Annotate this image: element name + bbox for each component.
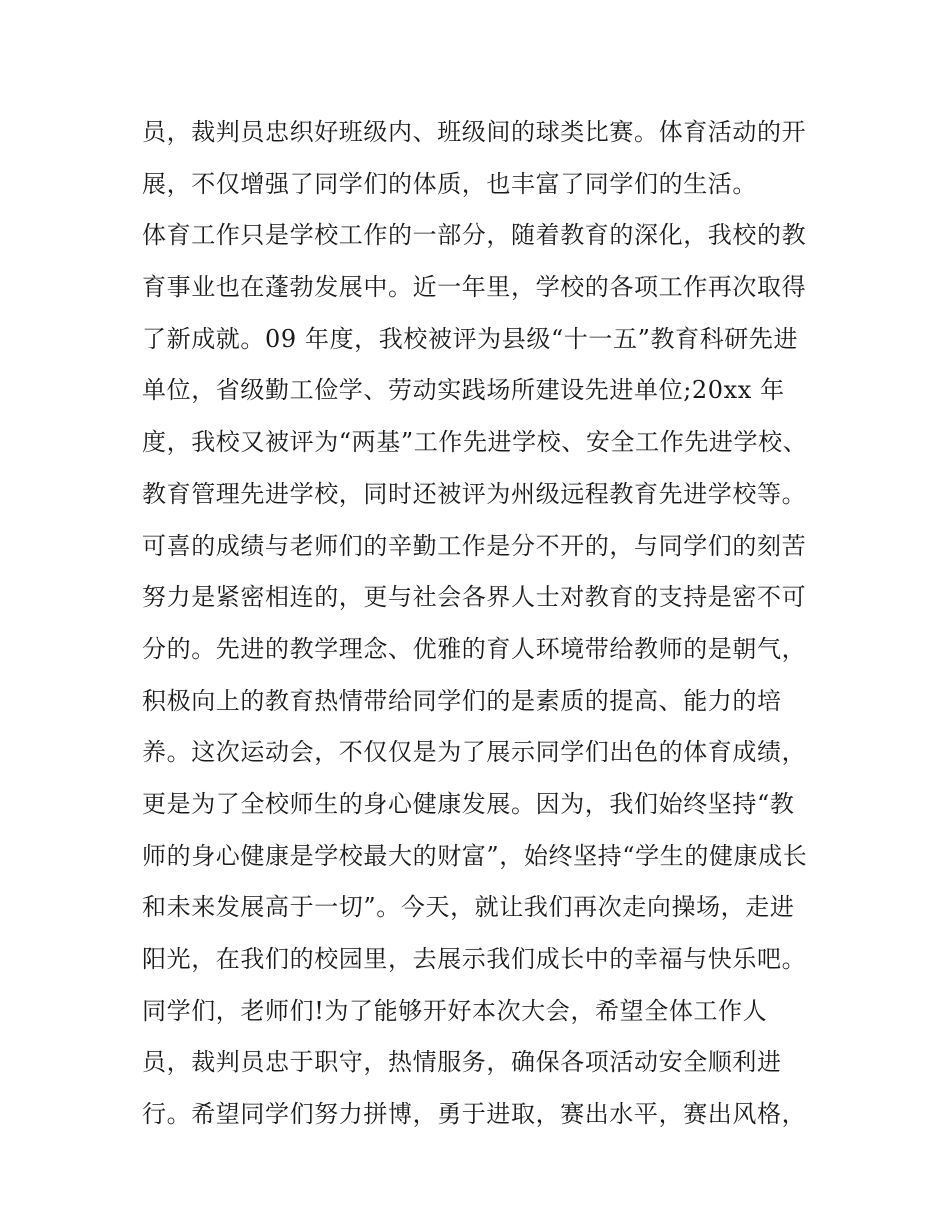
- text-line: 员，裁判员忠织好班级内、班级间的球类比赛。体育活动的开: [142, 118, 807, 146]
- text-line: 阳光，在我们的校园里，去展示我们成长中的幸福与快乐吧。: [142, 945, 807, 973]
- text-line: 教育管理先进学校，同时还被评为州级远程教育先进学校等。: [142, 479, 807, 508]
- text-line: 体育工作只是学校工作的一部分，随着教育的深化，我校的教: [142, 221, 807, 250]
- text-line: 同学们，老师们!为了能够开好本次大会，希望全体工作人: [142, 996, 768, 1025]
- text-line: 和未来发展高于一切”。今天，就让我们再次走向操场，走进: [142, 893, 795, 922]
- text-line: 可喜的成绩与老师们的辛勤工作是分不开的，与同学们的刻苦: [142, 531, 807, 560]
- text-line: 育事业也在蓬勃发展中。近一年里，学校的各项工作再次取得: [142, 273, 807, 302]
- text-line: 行。希望同学们努力拼博，勇于进取，赛出水平，赛出风格，: [142, 1100, 807, 1129]
- text-line: 单位，省级勤工俭学、劳动实践场所建设先进单位;20xx 年: [142, 376, 785, 405]
- text-line: 了新成就。09 年度，我校被评为县级“十一五”教育科研先进: [142, 324, 799, 353]
- text-line: 养。这次运动会，不仅仅是为了展示同学们出色的体育成绩，: [142, 738, 807, 767]
- text-line: 度，我校又被评为“两基”工作先进学校、安全工作先进学校、: [142, 428, 808, 457]
- text-line: 师的身心健康是学校最大的财富”，始终坚持“学生的健康成长: [142, 841, 808, 870]
- text-line: 努力是紧密相连的，更与社会各界人士对教育的支持是密不可: [142, 583, 807, 612]
- text-line: 分的。先进的教学理念、优雅的育人环境带给教师的是朝气，: [142, 634, 807, 663]
- text-line: 展，不仅增强了同学们的体质，也丰富了同学们的生活。: [142, 169, 757, 198]
- body-text: [142, 107, 832, 1141]
- text-line: 更是为了全校师生的身心健康发展。因为，我们始终坚持“教: [142, 789, 795, 818]
- text-line: 员，裁判员忠于职守，热情服务，确保各项活动安全顺利进: [142, 1048, 782, 1077]
- text-line: 积极向上的教育热情带给同学们的是素质的提高、能力的培: [142, 686, 782, 715]
